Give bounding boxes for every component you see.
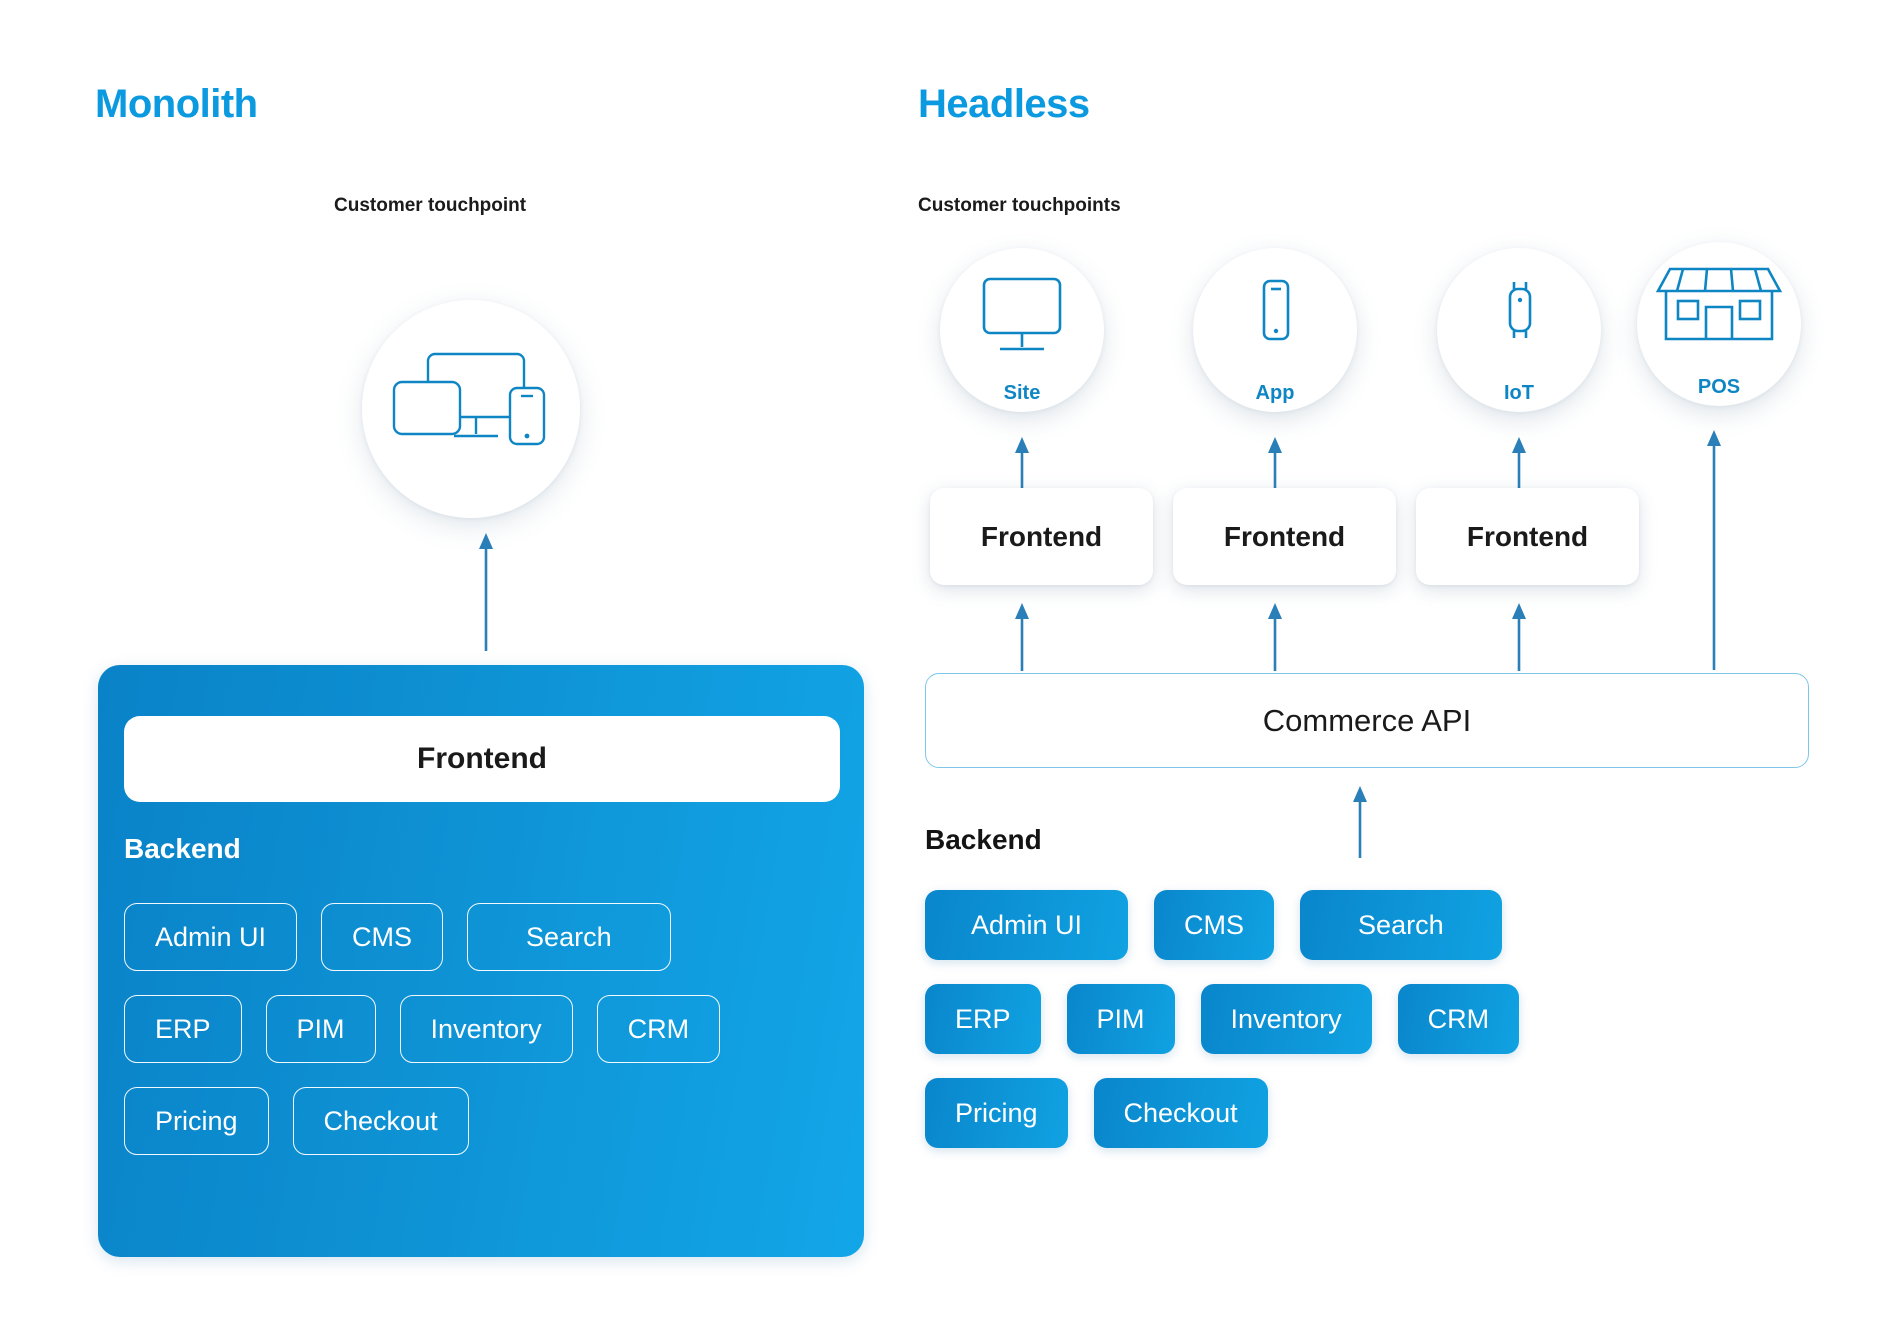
headless-chip-cms: CMS (1154, 890, 1274, 960)
arrow-api-to-frontend-2 (1255, 603, 1295, 671)
headless-backend-row (925, 890, 1815, 960)
monolith-backend-row (124, 1087, 840, 1155)
monolith-frontend-card: Frontend (124, 716, 840, 802)
headless-column-title: Headless (918, 82, 1090, 126)
monolith-chip-pricing: Pricing (124, 1087, 269, 1155)
arrow-api-to-frontend-3 (1499, 603, 1539, 671)
headless-backend-row (925, 1078, 1815, 1148)
arrow-api-to-pos (1694, 430, 1734, 670)
monolith-chip-search: Search (467, 903, 671, 971)
monolith-backend-row (124, 903, 840, 971)
monolith-touchpoint-label: Customer touchpoint (334, 195, 527, 216)
touchpoint-label-app: App (1255, 382, 1295, 404)
monolith-backend-chips (124, 903, 840, 1179)
headless-chip-pricing: Pricing (925, 1078, 1068, 1148)
headless-chip-pim: PIM (1067, 984, 1175, 1054)
touchpoint-label-site: Site (1003, 382, 1041, 404)
headless-chip-search: Search (1300, 890, 1502, 960)
headless-backend-chips (925, 890, 1815, 1172)
headless-backend-row (925, 984, 1815, 1054)
monolith-chip-checkout: Checkout (293, 1087, 469, 1155)
headless-chip-admin-ui: Admin UI (925, 890, 1128, 960)
monolith-backend-label: Backend (124, 833, 241, 864)
devices-icon (372, 310, 570, 508)
monolith-backend-row (124, 995, 840, 1063)
arrow-api-to-frontend-1 (1002, 603, 1042, 671)
headless-frontend-card-1: Frontend (930, 488, 1153, 585)
headless-chip-erp: ERP (925, 984, 1041, 1054)
monolith-chip-inventory: Inventory (400, 995, 573, 1063)
monolith-chip-erp: ERP (124, 995, 242, 1063)
headless-frontend-card-2: Frontend (1173, 488, 1396, 585)
monolith-chip-crm: CRM (597, 995, 721, 1063)
monolith-uplink-arrow (466, 533, 506, 651)
touchpoint-label-iot: IoT (1504, 382, 1534, 404)
headless-backend-label: Backend (925, 824, 1042, 855)
arrow-backend-to-api (1340, 786, 1380, 858)
headless-frontend-card-3: Frontend (1416, 488, 1639, 585)
monolith-chip-admin-ui: Admin UI (124, 903, 297, 971)
monolith-chip-pim: PIM (266, 995, 376, 1063)
headless-chip-checkout: Checkout (1094, 1078, 1268, 1148)
commerce-api-card: Commerce API (925, 673, 1809, 768)
headless-chip-crm: CRM (1398, 984, 1520, 1054)
touchpoint-label-pos: POS (1697, 376, 1741, 398)
headless-chip-inventory: Inventory (1201, 984, 1372, 1054)
monolith-chip-cms: CMS (321, 903, 443, 971)
monolith-column-title: Monolith (95, 82, 258, 126)
headless-touchpoints-label: Customer touchpoints (918, 195, 1121, 216)
